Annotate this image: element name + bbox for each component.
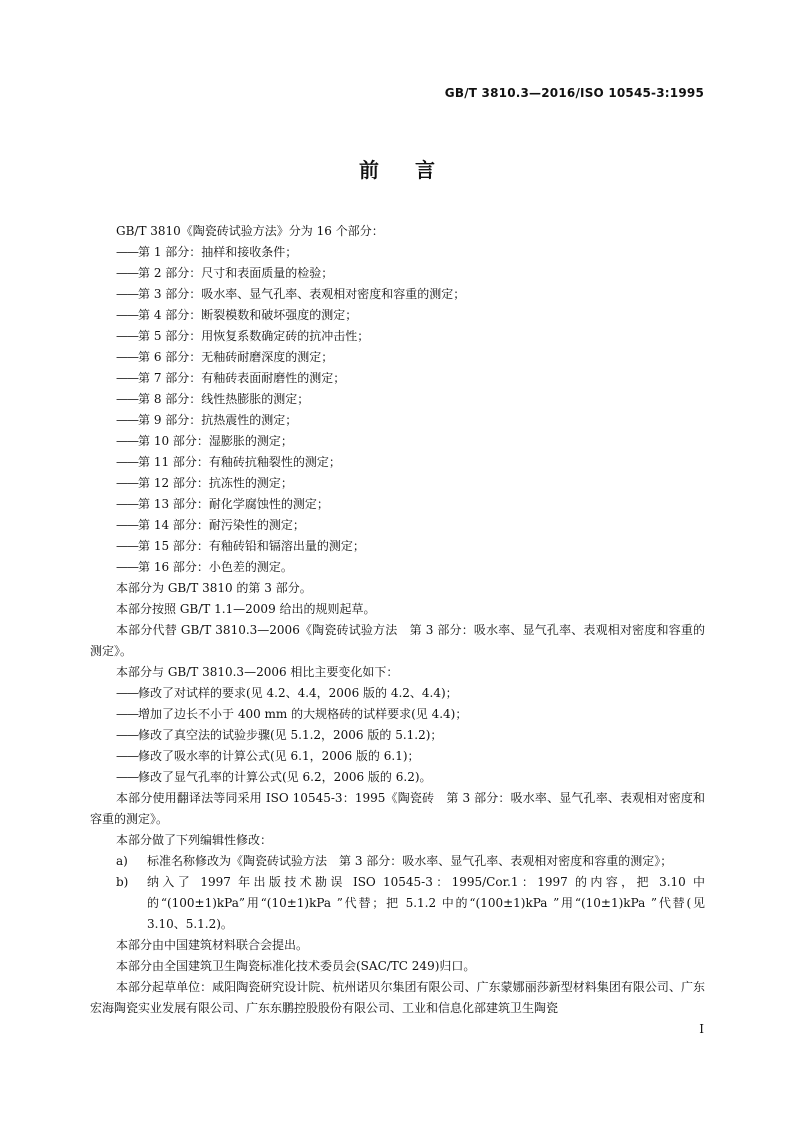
part-item-text: 第 9 部分：抗热震性的测定； <box>138 413 298 427</box>
part-item <box>90 410 705 431</box>
part-item <box>90 494 705 515</box>
edits-list <box>90 851 705 935</box>
part-item <box>90 242 705 263</box>
part-item <box>90 473 705 494</box>
part-item <box>90 347 705 368</box>
drafting-units-paragraph: 本部分起草单位：咸阳陶瓷研究设计院、杭州诺贝尔集团有限公司、广东蒙娜丽莎新型材料集团有限公司、广东宏海陶瓷实业发展有限公司、广东东鹏控股股份有限公司、工业和信息化部建筑卫生陶瓷 <box>90 980 705 1015</box>
change-item-text: 修改了真空法的试验步骤(见 5.1.2，2006 版的 5.1.2)； <box>138 728 443 742</box>
edit-item <box>90 872 705 935</box>
part-item <box>90 557 705 578</box>
changes-list <box>90 683 705 788</box>
part-item <box>90 326 705 347</box>
part-item <box>90 284 705 305</box>
part-item <box>90 368 705 389</box>
part-item-text: 第 6 部分：无釉砖耐磨深度的测定； <box>138 350 334 364</box>
change-item <box>90 704 705 725</box>
em-dash: —— <box>116 728 138 742</box>
change-item-text: 修改了对试样的要求(见 4.2、4.4，2006 版的 4.2、4.4)； <box>138 686 458 700</box>
edit-item-label: a) <box>116 854 128 868</box>
em-dash: —— <box>116 707 138 721</box>
standard-code-header: GB/T 3810.3—2016/ISO 10545-3:1995 <box>444 86 704 100</box>
em-dash: —— <box>116 350 138 364</box>
change-item-text: 增加了边长不小于 400 mm 的大规格砖的试样要求(见 4.4)； <box>138 707 468 721</box>
part-item-text: 第 2 部分：尺寸和表面质量的检验； <box>138 266 334 280</box>
page-title: 前言 <box>359 158 471 182</box>
part-item-text: 第 10 部分：湿膨胀的测定； <box>138 434 293 448</box>
edits-intro-paragraph: 本部分做了下列编辑性修改： <box>116 833 273 847</box>
centralized-paragraph: 本部分由全国建筑卫生陶瓷标准化技术委员会(SAC/TC 249)归口。 <box>116 959 476 973</box>
part-item <box>90 452 705 473</box>
part-item <box>90 263 705 284</box>
em-dash: —— <box>116 266 138 280</box>
part-item-text: 第 12 部分：抗冻性的测定； <box>138 476 293 490</box>
part-item-text: 第 4 部分：断裂模数和破坏强度的测定； <box>138 308 358 322</box>
part-of-paragraph: 本部分为 GB/T 3810 的第 3 部分。 <box>116 581 312 595</box>
edit-item-label: b) <box>116 875 129 889</box>
em-dash: —— <box>116 770 138 784</box>
change-item <box>90 725 705 746</box>
em-dash: —— <box>116 434 138 448</box>
part-item-text: 第 11 部分：有釉砖抗釉裂性的测定； <box>138 455 341 469</box>
em-dash: —— <box>116 308 138 322</box>
part-item <box>90 431 705 452</box>
part-item-text: 第 14 部分：耐污染性的测定； <box>138 518 305 532</box>
part-item <box>90 305 705 326</box>
em-dash: —— <box>116 245 138 259</box>
part-item <box>90 389 705 410</box>
em-dash: —— <box>116 476 138 490</box>
part-item-text: 第 3 部分：吸水率、显气孔率、表观相对密度和容重的测定； <box>138 287 466 301</box>
part-item-text: 第 5 部分：用恢复系数确定砖的抗冲击性； <box>138 329 370 343</box>
part-item-text: 第 13 部分：耐化学腐蚀性的测定； <box>138 497 329 511</box>
proposed-by-paragraph: 本部分由中国建筑材料联合会提出。 <box>116 938 309 952</box>
drafting-rules-paragraph: 本部分按照 GB/T 1.1—2009 给出的规则起草。 <box>116 602 376 616</box>
intro-paragraph: GB/T 3810《陶瓷砖试验方法》分为 16 个部分： <box>116 224 384 238</box>
em-dash: —— <box>116 560 138 574</box>
edit-item-text: 纳入了 1997 年出版技术勘误 ISO 10545-3：1995/Cor.1：1997 的内容，把 3.10 中的“(100±1)kPa”用“(10±1)kPa ”代替；把 5.1.2 中的“(100±1)kPa ”用“(10±1)kPa ”代替(见 3.10、5.1.2)。 <box>147 875 705 931</box>
part-item-text: 第 16 部分：小色差的测定。 <box>138 560 293 574</box>
page-number: I <box>699 1022 704 1036</box>
part-item-text: 第 8 部分：线性热膨胀的测定； <box>138 392 310 406</box>
em-dash: —— <box>116 287 138 301</box>
part-item-text: 第 1 部分：抽样和接收条件； <box>138 245 298 259</box>
edit-item <box>90 851 705 872</box>
change-item-text: 修改了显气孔率的计算公式(见 6.2，2006 版的 6.2)。 <box>138 770 432 784</box>
em-dash: —— <box>116 413 138 427</box>
change-item-text: 修改了吸水率的计算公式(见 6.1，2006 版的 6.1)； <box>138 749 420 763</box>
replaces-paragraph: 本部分代替 GB/T 3810.3—2006《陶瓷砖试验方法 第 3 部分：吸水率、显气孔率、表观相对密度和容重的测定》。 <box>90 623 705 658</box>
em-dash: —— <box>116 686 138 700</box>
foreword-body <box>90 221 705 1019</box>
em-dash: —— <box>116 497 138 511</box>
em-dash: —— <box>116 749 138 763</box>
em-dash: —— <box>116 518 138 532</box>
em-dash: —— <box>116 539 138 553</box>
part-item-text: 第 7 部分：有釉砖表面耐磨性的测定； <box>138 371 346 385</box>
change-item <box>90 746 705 767</box>
em-dash: —— <box>116 371 138 385</box>
parts-list <box>90 242 705 578</box>
part-item-text: 第 15 部分：有釉砖铅和镉溶出量的测定； <box>138 539 365 553</box>
change-item <box>90 767 705 788</box>
em-dash: —— <box>116 392 138 406</box>
change-item <box>90 683 705 704</box>
em-dash: —— <box>116 455 138 469</box>
part-item <box>90 515 705 536</box>
translation-paragraph: 本部分使用翻译法等同采用 ISO 10545-3：1995《陶瓷砖 第 3 部分：吸水率、显气孔率、表观相对密度和容重的测定》。 <box>90 791 705 826</box>
edit-item-text: 标准名称修改为《陶瓷砖试验方法 第 3 部分：吸水率、显气孔率、表观相对密度和容重的测定》； <box>147 854 673 868</box>
part-item <box>90 536 705 557</box>
changes-intro-paragraph: 本部分与 GB/T 3810.3—2006 相比主要变化如下： <box>116 665 399 679</box>
em-dash: —— <box>116 329 138 343</box>
